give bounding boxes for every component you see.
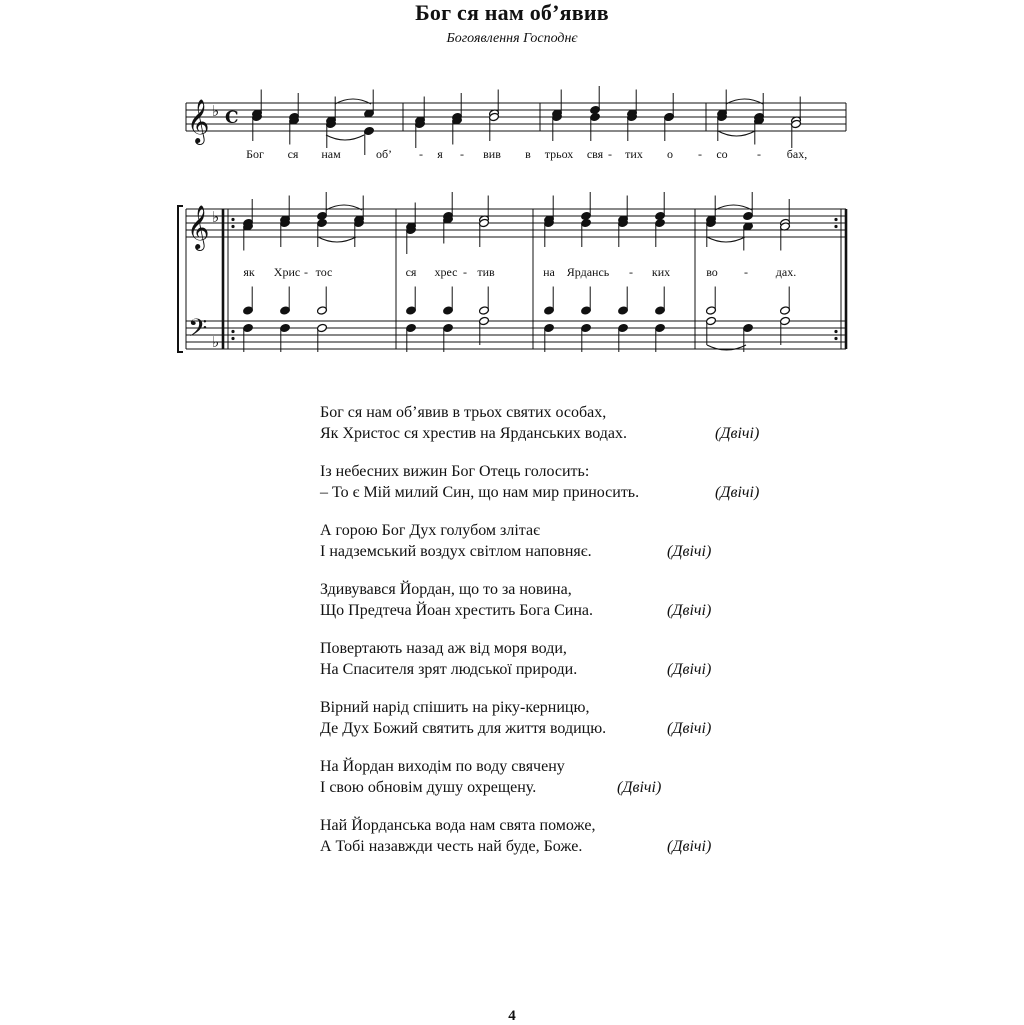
verse-line-text: А Тобі назавжди честь най буде, Боже.	[320, 838, 583, 855]
verse	[320, 520, 840, 562]
lyric-syllable: о	[667, 147, 673, 161]
lyric-syllable: -	[629, 265, 633, 279]
lyric-syllable: Хрис	[273, 265, 301, 279]
lyric-syllable: -	[419, 147, 423, 161]
lyric-syllable: тос	[315, 265, 333, 279]
lyric-syllable: в	[525, 147, 531, 161]
verse-line	[320, 659, 840, 680]
verse-line: Із небесних вижин Бог Отець голосить:	[320, 463, 590, 480]
verse	[320, 402, 840, 444]
key-signature-flat: ♭	[212, 208, 220, 226]
verse-line: На Йордан виходім по воду свячену	[320, 758, 565, 775]
repeat-dot	[834, 225, 837, 228]
treble-clef: 𝄞	[187, 205, 210, 249]
lyric-syllable: трьох	[544, 147, 574, 161]
bass-clef: 𝄢	[188, 314, 208, 349]
slur	[326, 135, 364, 140]
key-signature-flat: ♭	[212, 333, 220, 351]
repeat-dot	[231, 330, 234, 333]
lyric-syllable: Ярдансь	[566, 265, 610, 279]
verse	[320, 815, 840, 857]
verse-line	[320, 600, 840, 621]
repeat-marker: (Двічі)	[715, 484, 760, 501]
lyric-syllable: -	[757, 147, 761, 161]
slur	[318, 237, 356, 242]
lyric-syllable: Бог	[246, 147, 264, 161]
repeat-marker: (Двічі)	[667, 661, 712, 678]
repeat-dot	[834, 218, 837, 221]
repeat-dot	[231, 337, 234, 340]
score-system-2	[178, 192, 846, 352]
verse-line: А горою Бог Дух голубом злітає	[320, 522, 540, 539]
lyric-syllable: на	[543, 265, 555, 279]
slur	[718, 131, 755, 136]
verse-line	[320, 423, 840, 444]
verse	[320, 756, 840, 798]
lyric-syllable: тив	[477, 265, 495, 279]
lyric-syllable: во	[706, 265, 718, 279]
verse-line	[320, 836, 840, 857]
verse-line: Бог ся нам об’явив в трьох святих особах,	[320, 404, 607, 421]
lyric-syllable: я	[437, 147, 443, 161]
repeat-dot	[834, 330, 837, 333]
subtitle: Богоявлення Господнє	[446, 31, 578, 46]
page-title: Бог ся нам об’явив	[415, 0, 609, 25]
verse-line	[320, 541, 840, 562]
system-bracket	[178, 206, 183, 352]
lyric-syllable: -	[608, 147, 612, 161]
lyric-syllable: хрес	[434, 265, 458, 279]
lyric-syllable: со	[716, 147, 728, 161]
lyric-syllable: -	[463, 265, 467, 279]
verse-line-text: Де Дух Божий святить для життя водицю.	[320, 720, 607, 737]
verse-line-text: – То є Мій милий Син, що нам мир приносить.	[320, 484, 640, 501]
verse-line	[320, 718, 840, 739]
repeat-marker: (Двічі)	[667, 838, 712, 855]
key-signature-flat: ♭	[212, 102, 220, 120]
verse-line: Здивувався Йордан, що то за новина,	[320, 581, 572, 598]
repeat-dot	[231, 225, 234, 228]
time-signature: C	[225, 108, 239, 128]
verse-line: Най Йорданська вода нам свята поможе,	[320, 817, 596, 834]
page-number: 4	[508, 1008, 516, 1024]
verse-line	[320, 777, 840, 798]
repeat-marker: (Двічі)	[617, 779, 662, 796]
verse	[320, 697, 840, 739]
verse-line: Повертають назад аж від моря води,	[320, 640, 567, 657]
lyric-syllable: -	[304, 265, 308, 279]
lyric-syllable: ся	[405, 265, 417, 279]
verse-line-text: І свою обновім душу охрещену.	[320, 779, 537, 796]
verse	[320, 638, 840, 680]
repeat-marker: (Двічі)	[667, 720, 712, 737]
lyric-syllable: ся	[287, 147, 299, 161]
lyric-syllable: вив	[483, 147, 501, 161]
lyric-syllable: об’	[375, 147, 393, 161]
lyric-syllable: дах.	[775, 265, 797, 279]
repeat-dot	[834, 337, 837, 340]
treble-clef: 𝄞	[187, 99, 210, 143]
lyric-syllable: -	[460, 147, 464, 161]
lyric-syllable: як	[243, 265, 255, 279]
slur	[707, 237, 745, 242]
repeat-marker: (Двічі)	[667, 543, 712, 560]
verse-line-text: І надземський воздух світлом наповняє.	[320, 543, 592, 560]
verse	[320, 579, 840, 621]
verse-line-text: На Спасителя зрят людської природи.	[320, 661, 578, 678]
verse-line	[320, 482, 840, 503]
verse-line: Вірний нарід спішить на ріку-керницю,	[320, 699, 590, 716]
lyric-syllable: свя	[586, 147, 604, 161]
lyric-syllable: ких	[651, 265, 671, 279]
score-system-1	[186, 86, 846, 161]
repeat-marker: (Двічі)	[667, 602, 712, 619]
repeat-dot	[231, 218, 234, 221]
verse	[320, 461, 840, 503]
verse-line-text: Як Христос ся хрестив на Ярданських водах.	[320, 425, 628, 442]
lyric-syllable: -	[744, 265, 748, 279]
verse-line-text: Що Предтеча Йоан хрестить Бога Сина.	[320, 602, 593, 619]
lyric-syllable: -	[698, 147, 702, 161]
lyric-syllable: нам	[321, 147, 341, 161]
verses-block	[320, 402, 840, 874]
lyric-syllable: бах,	[786, 147, 808, 161]
repeat-marker: (Двічі)	[715, 425, 760, 442]
music-score	[0, 0, 1024, 360]
lyric-syllable: тих	[625, 147, 643, 161]
